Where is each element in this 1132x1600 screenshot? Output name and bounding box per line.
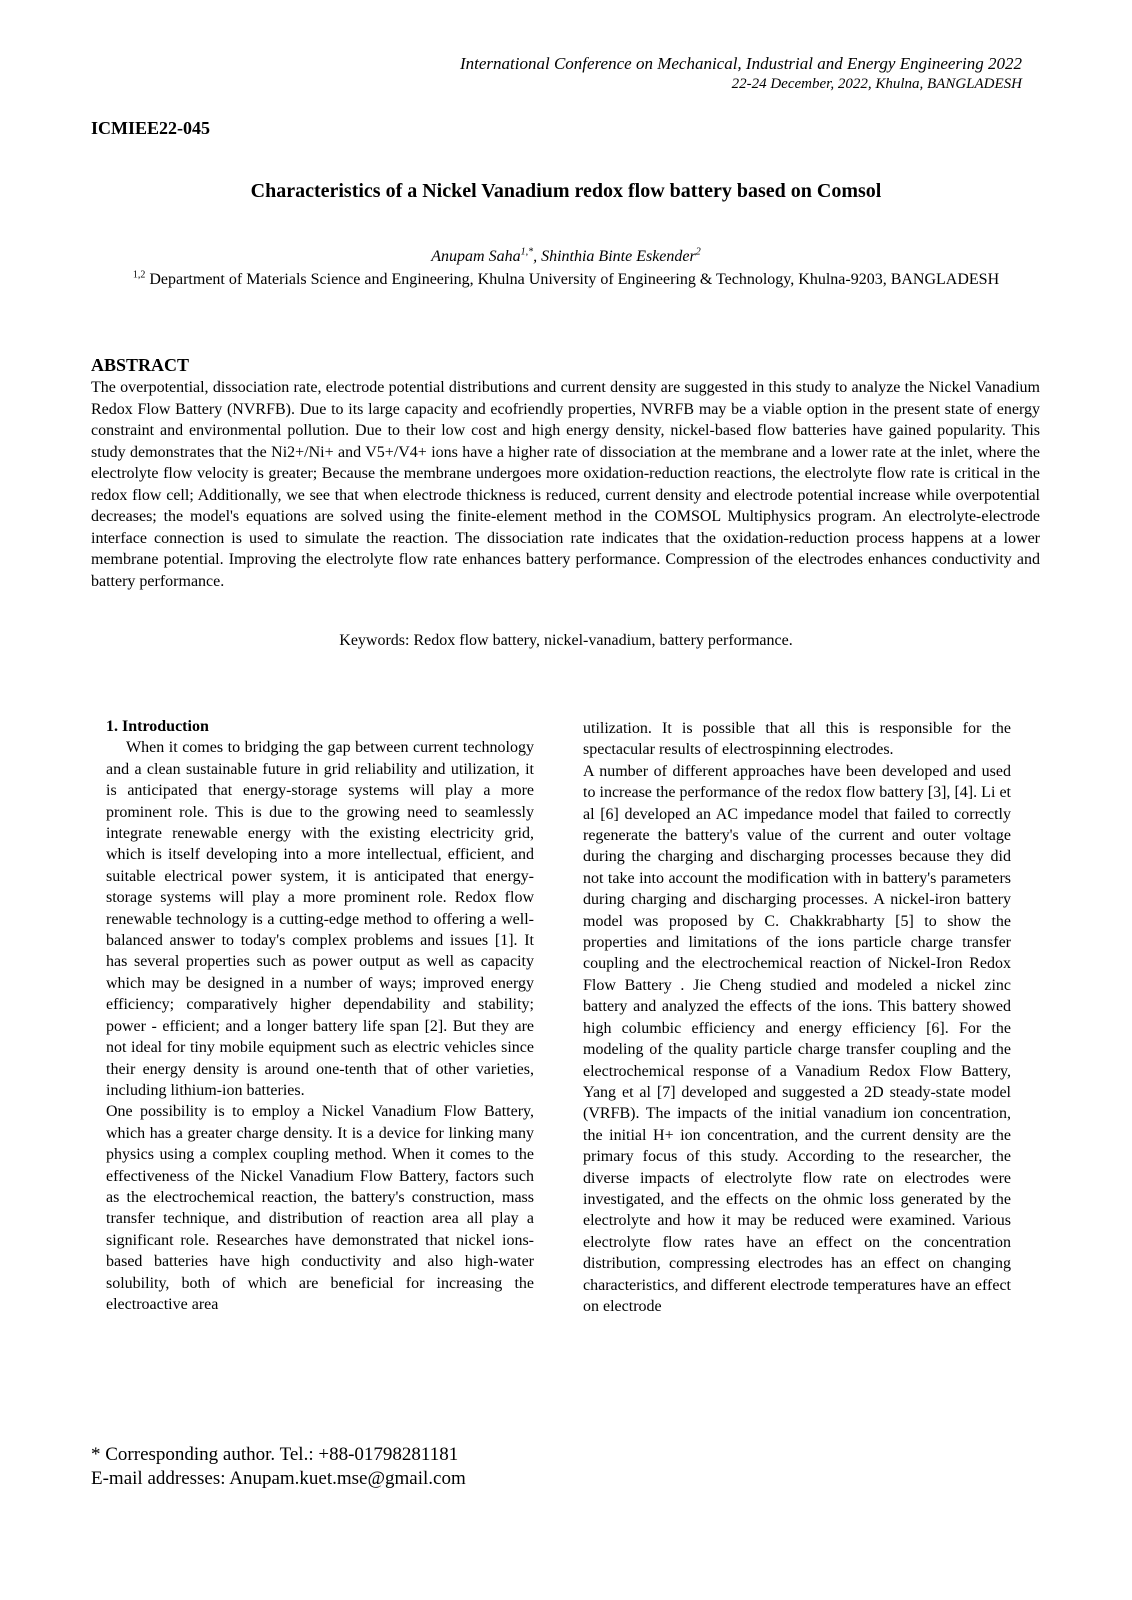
abstract-heading: ABSTRACT xyxy=(91,355,190,375)
intro-paragraph-1: When it comes to bridging the gap between current technology and a clean sustainable future in grid reliability and utilization, it is anticipated that energy-storage systems will play a more prominent role. This is due to the growing need to seamlessly integrate renewable energy with the existing electricity grid, which is itself developing into a more intellectual, efficient, and suitable electrical power system, it is anticipated that energy-storage systems will play a more prominent role. Redox flow renewable technology is a cutting-edge method to offering a well-balanced answer to today's complex problems and issues [1]. It has several properties such as power output as well as capacity which may be designed in a number of ways; improved energy efficiency; comparatively higher dependability and stability; power - efficient; and a longer battery life span [2]. But they are not ideal for tiny mobile equipment such as electric vehicles since their energy density is around one-tenth that of other varieties, including lithium-ion batteries. xyxy=(106,739,534,1099)
footnote-email: E-mail addresses: Anupam.kuet.mse@gmail.com xyxy=(91,1468,466,1489)
paper-id: ICMIEE22-045 xyxy=(91,118,211,138)
author-1: Anupam Saha xyxy=(431,248,521,265)
intro-paragraph-4: A number of different approaches have been developed and used to increase the performance of the redox flow battery [3], [4]. Li et al [6] developed an AC impedance model that failed to correctly regenerate the battery's value of the current and outer voltage during the charging and discharging processes because they did not take into account the modification with in battery's parameters during charging and discharging processes. A nickel-iron battery model was proposed by C. Chakkrabharty [5] to show the properties and limitations of the ions particle charge transfer coupling and the electrochemical reaction of Nickel-Iron Redox Flow Battery . Jie Cheng studied and modeled a nickel zinc battery and analyzed the effects of the ions. This battery showed high columbic efficiency and energy efficiency [6]. For the modeling of the quality particle charge transfer coupling and the electrochemical response of a Vanadium Redox Flow Battery, Yang et al [7] developed and suggested a 2D steady-state model (VRFB). The impacts of the initial vanadium ion concentration, the initial H+ ion concentration, and the current density are the primary focus of this study. According to the researcher, the diverse impacts of electrolyte flow rate on electrodes were investigated, and the effects on the ohmic loss generated by the electrolyte and how it may be reduced were examined. Various electrolyte flow rates have an effect on the concentration distribution, compressing electrodes has an effect on changing characteristics, and different electrode temperatures have an effect on electrode xyxy=(583,762,1011,1315)
footnote-corresponding-author: * Corresponding author. Tel.: +88-01798281181 xyxy=(91,1444,459,1465)
intro-paragraph-2: One possibility is to employ a Nickel Vanadium Flow Battery, which has a greater charge density. It is a device for linking many physics using a complex coupling method. When it comes to the effectiveness of the Nickel Vanadium Flow Battery, factors such as the electrochemical reaction, the battery's construction, mass transfer technique, and distribution of reaction area all play a significant role. Researches have demonstrated that nickel ions-based batteries have high conductivity and also high-water solubility, both of which are beneficial for increasing the electroactive area xyxy=(106,1103,534,1313)
author-1-affiliation: 1,* xyxy=(520,246,534,258)
keywords: Keywords: Redox flow battery, nickel-vanadium, battery performance. xyxy=(339,632,793,649)
right-column xyxy=(583,718,1011,1317)
affiliation-marker: 1,2 xyxy=(132,269,146,281)
paper-title: Characteristics of a Nickel Vanadium redox flow battery based on Comsol xyxy=(250,180,882,202)
author-line xyxy=(0,248,1132,266)
conference-name: International Conference on Mechanical, Industrial and Energy Engineering 2022 xyxy=(460,54,1022,73)
affiliation-text: Department of Materials Science and Engineering, Khulna University of Engineering & Technology, Khulna-9203, BANGLADESH xyxy=(145,271,1000,288)
author-2: Shinthia Binte Eskender xyxy=(541,248,696,265)
conference-date-location: 22-24 December, 2022, Khulna, BANGLADESH xyxy=(731,76,1022,92)
left-column xyxy=(106,716,534,1315)
author-separator: , xyxy=(533,248,542,265)
author-2-affiliation: 2 xyxy=(695,246,701,258)
abstract-body: The overpotential, dissociation rate, electrode potential distributions and current density are suggested in this study to analyze the Nickel Vanadium Redox Flow Battery (NVRFB). Due to its large capacity and ecofriendly properties, NVRFB may be a viable option in the present state of energy constraint and environmental pollution. Due to their low cost and high energy density, nickel-based flow batteries have gained popularity. This study demonstrates that the Ni2+/Ni+ and V5+/V4+ ions have a higher rate of dissociation at the membrane and a lower rate at the inlet, where the electrolyte flow velocity is greater; Because the membrane undergoes more oxidation-reduction reactions, the electrolyte flow rate is critical in the redox flow cell; Additionally, we see that when electrode thickness is reduced, current density and electrode potential increase while overpotential decreases; the model's equations are solved using the finite-element method in the COMSOL Multiphysics program. An electrolyte-electrode interface connection is used to simulate the reaction. The dissociation rate indicates that the oxidation-reduction process happens at a lower membrane potential. Improving the electrolyte flow rate enhances battery performance. Compression of the electrodes enhances conductivity and battery performance. xyxy=(91,379,1040,590)
intro-paragraph-3: utilization. It is possible that all this is responsible for the spectacular results of electrospinning electrodes. xyxy=(583,720,1011,759)
section-heading-introduction: 1. Introduction xyxy=(106,718,209,735)
affiliation xyxy=(100,269,1032,290)
